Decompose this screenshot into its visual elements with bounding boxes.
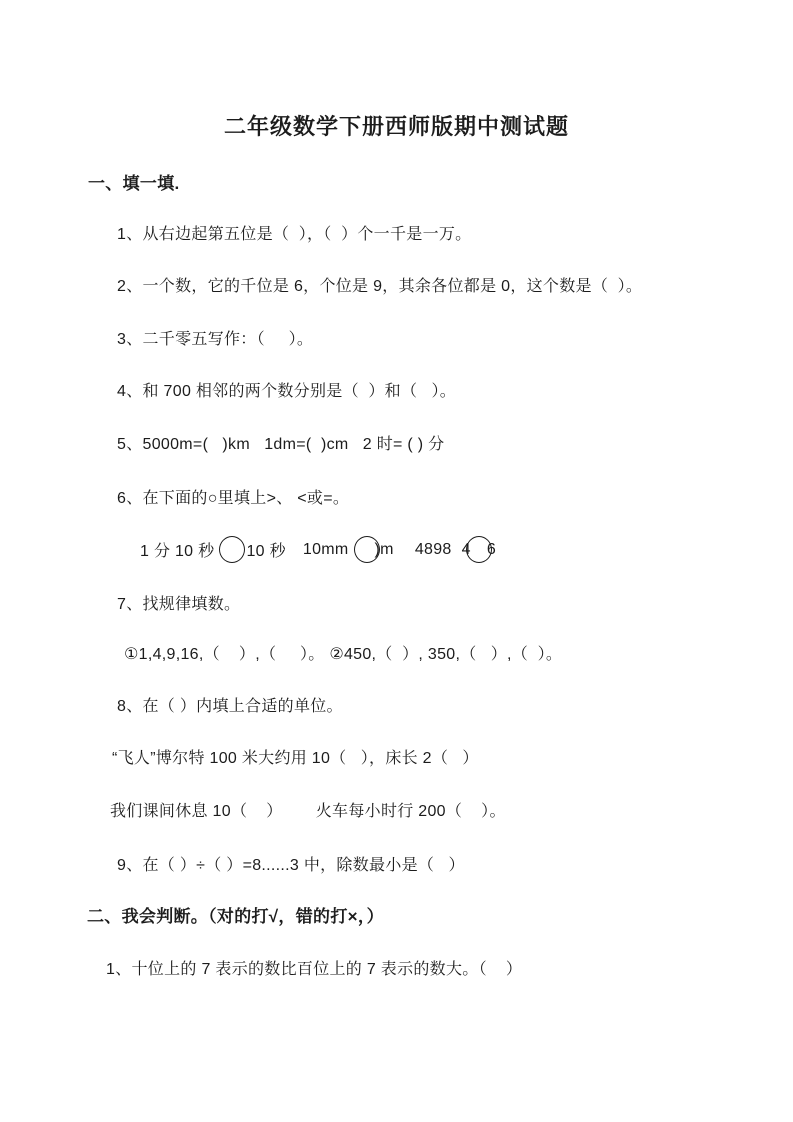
compare-item-3-number: 4898 [414, 540, 452, 558]
question-4: 4、和 700 相邻的两个数分别是（ ）和（ ）。 [117, 383, 457, 400]
question-6-compare-row [140, 536, 496, 563]
question-8-sub-2: 我们课间休息 10（ ） 火车每小时行 200（ ）。 [110, 803, 506, 820]
doc-title: 二年级数学下册西师版期中测试题 [223, 114, 569, 139]
compare-item-3-left: 4 [461, 540, 471, 558]
question-7-sub: ①1,4,9,16,（ ）,（ ）。 ②450,（ ）, 350,（ ）,（ ）。 [124, 646, 563, 663]
comparison-circle-1 [219, 536, 245, 563]
compare-item-2-left: 10mm [302, 540, 349, 558]
question-1: 1、从右边起第五位是（ ），（ ）个一千是一万。 [117, 226, 472, 243]
question-2: 2、一个数，它的千位是 6，个位是 9，其余各位都是 0，这个数是（ ）。 [117, 278, 643, 295]
question-3: 3、二千零五写作：（ ）。 [117, 331, 314, 348]
compare-item-1-right: 10 秒 [246, 543, 286, 560]
question-6: 6、在下面的○里填上>、 <或=。 [117, 490, 350, 507]
question-8-sub-1: “飞人”博尔特 100 米大约用 10（ ），床长 2（ ） [112, 750, 479, 767]
compare-item-1-left: 1 分 10 秒 [140, 543, 215, 560]
question-9: 9、在（ ）÷（ ）=8......3 中，除数最小是（ ） [117, 857, 465, 874]
compare-item-2-right: )m [374, 540, 394, 558]
question-7: 7、找规律填数。 [117, 596, 241, 613]
question-8: 8、在（ ）内填上合适的单位。 [117, 698, 343, 715]
section-two-header: 二、我会判断。（对的打√，错的打×，） [87, 907, 384, 926]
section-two-question-1: 1、十位上的 7 表示的数比百位上的 7 表示的数大。（ ） [106, 961, 523, 978]
question-5: 5、5000m=( )km 1dm=( )cm 2 时= ( ) 分 [117, 436, 445, 453]
section-one-header: 一、填一填. [88, 174, 180, 193]
compare-item-3-right: 6 [486, 540, 497, 558]
